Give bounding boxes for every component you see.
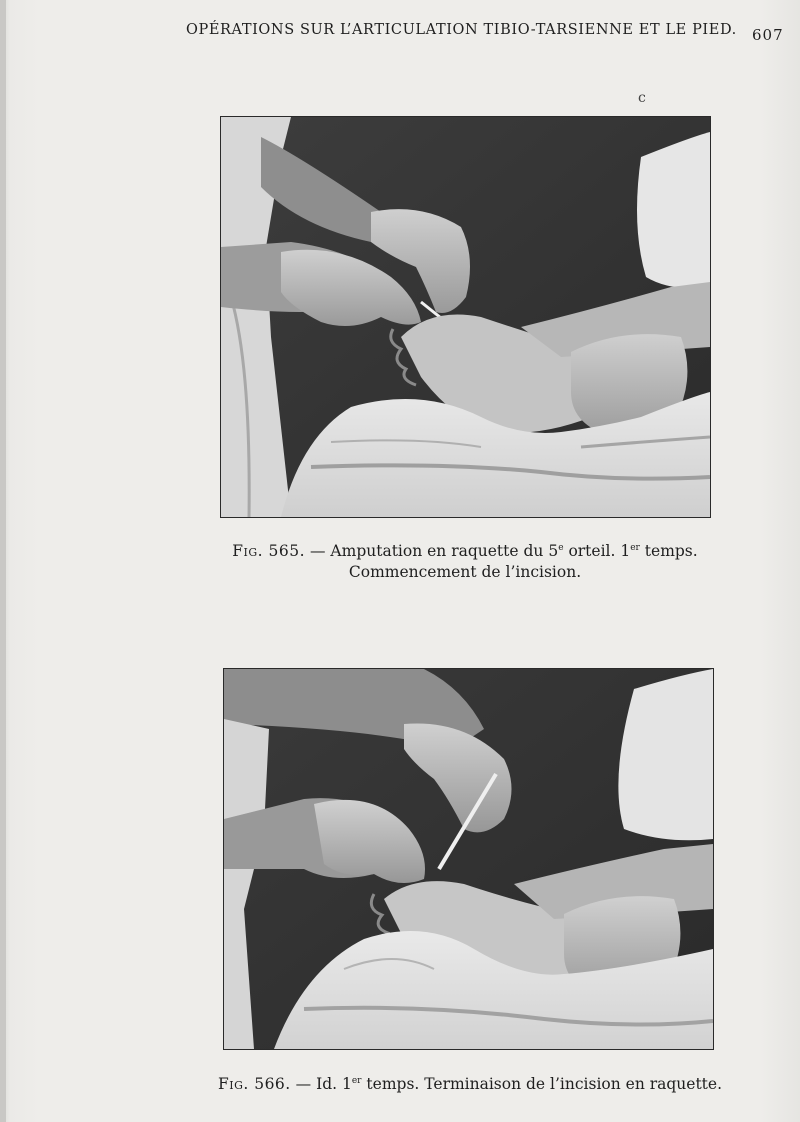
figure-565-photo [220,116,711,518]
page-number: 607 [752,26,784,44]
caption-text: temps. Terminaison de l’incision en raquette. [361,1075,723,1093]
figure-566-illustration [224,669,713,1049]
caption-dash: — [305,542,331,560]
figure-566-label: Fig. 566. [217,1075,291,1093]
figure-565-caption-line2: Commencement de l’incision. [348,563,582,581]
caption-superscript: er [351,1076,362,1086]
figure-565-caption [225,538,705,583]
caption-superscript: e [558,543,564,553]
caption-superscript: er [630,543,640,553]
caption-text: Id. 1 [316,1075,352,1093]
caption-dash: — [290,1075,317,1093]
figure-565-illustration [221,117,710,517]
running-head: OPÉRATIONS SUR L’ARTICULATION TIBIO-TARSIENNE ET LE PIED. [186,22,737,38]
figure-565-label: Fig. 565. [232,542,306,560]
figure-565-caption-line1 [225,538,705,562]
figure-566-caption [210,1071,730,1095]
caption-text: Amputation en raquette du 5 [330,542,559,560]
caption-text: temps. [639,542,698,560]
caption-text: orteil. 1 [563,542,631,560]
margin-mark: c [638,90,646,106]
figure-566-photo [223,668,714,1050]
page-binding-edge [0,0,6,1122]
